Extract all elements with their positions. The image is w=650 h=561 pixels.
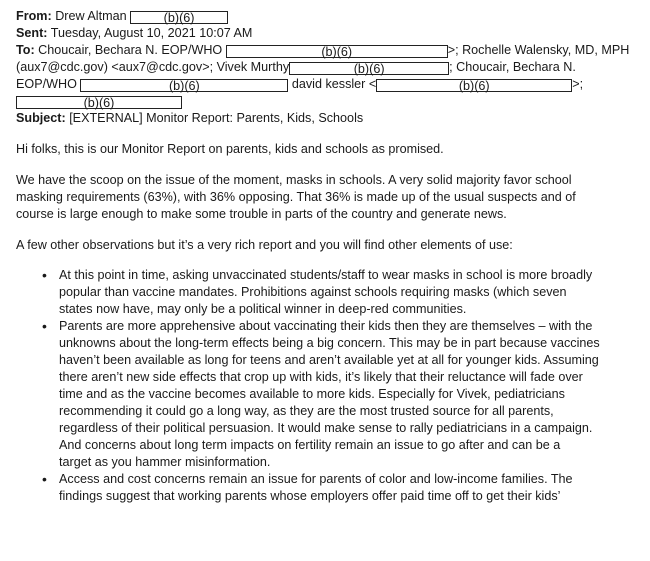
observations-list <box>16 267 636 505</box>
list-item: • Parents are more apprehensive about vaccinating their kids then they are themselves – with the unknowns about the long-term effects being a big concern. This may be in part because vaccines haven’t been available as long for teens and aren’t available yet at all for younger kids. Assuming there aren’t new side effects that crop up with kids, it’s likely that their reluctance will fade over time and as the vaccine becomes available to more kids. Especially for Vivek, pediatricians recommending it could go a long way, as they are the most trusted source for all parents, regardless of their political persuasion. It would make sense to rally pediatricians in a campaign. And concerns about long term impacts on fertility remain an issue to go after and can be a target as you hammer misinformation. <box>59 318 636 471</box>
sent-value: Tuesday, August 10, 2021 10:07 AM <box>50 26 253 40</box>
greeting-paragraph: Hi folks, this is our Monitor Report on parents, kids and schools as promised. <box>16 142 444 156</box>
sent-line <box>16 25 636 42</box>
to-recipient-3: (aux7@cdc.gov) <aux7@cdc.gov>; Vivek Murthy <box>16 60 290 74</box>
list-item: • At this point in time, asking unvaccinated students/staff to wear masks in school is more broadly popular than vaccine mandates. Prohibitions against schools requiring masks (which seven states now have, may only be a political winner in deep-red communities. <box>59 267 636 318</box>
to-recipient-2: >; Rochelle Walensky, MD, MPH <box>447 43 630 57</box>
from-line <box>16 8 636 25</box>
to-recipient-7: >; <box>572 77 584 91</box>
redaction-box: (b)(6) <box>289 62 449 75</box>
to-line-4 <box>16 93 636 110</box>
redaction-box: (b)(6) <box>226 45 448 58</box>
redaction-box: (b)(6) <box>130 11 228 24</box>
to-line-3 <box>16 76 636 93</box>
masks-paragraph: We have the scoop on the issue of the moment, masks in schools. A very solid majority favor school masking requirements (63%), with 36% opposing. That 36% is made up of the usual suspects and of course is large enough to make some trouble in parts of the country and generate news. <box>16 173 576 221</box>
subject-value: [EXTERNAL] Monitor Report: Parents, Kids, Schools <box>69 111 364 125</box>
to-line-1 <box>16 42 636 59</box>
list-item: • Access and cost concerns remain an issue for parents of color and low-income families. The findings suggest that working parents whose employers offer paid time off to get their kids’ <box>59 471 636 505</box>
redaction-box: (b)(6) <box>80 79 288 92</box>
to-recipient-4: ; Choucair, Bechara N. <box>449 60 576 74</box>
from-value: Drew Altman <box>55 9 127 23</box>
subject-line <box>16 110 636 127</box>
to-recipient-6: david kessler < <box>291 77 377 91</box>
redaction-box: (b)(6) <box>376 79 572 92</box>
to-line-2 <box>16 59 636 76</box>
sent-label: Sent: <box>16 26 48 40</box>
email-document <box>16 8 636 505</box>
to-recipient-5: EOP/WHO <box>16 77 77 91</box>
from-label: From: <box>16 9 52 23</box>
to-label: To: <box>16 43 35 57</box>
subject-label: Subject: <box>16 111 66 125</box>
observations-paragraph: A few other observations but it’s a very rich report and you will find other elements of use: <box>16 238 513 252</box>
to-recipient-1: Choucair, Bechara N. EOP/WHO <box>38 43 223 57</box>
redaction-box: (b)(6) <box>16 96 182 109</box>
